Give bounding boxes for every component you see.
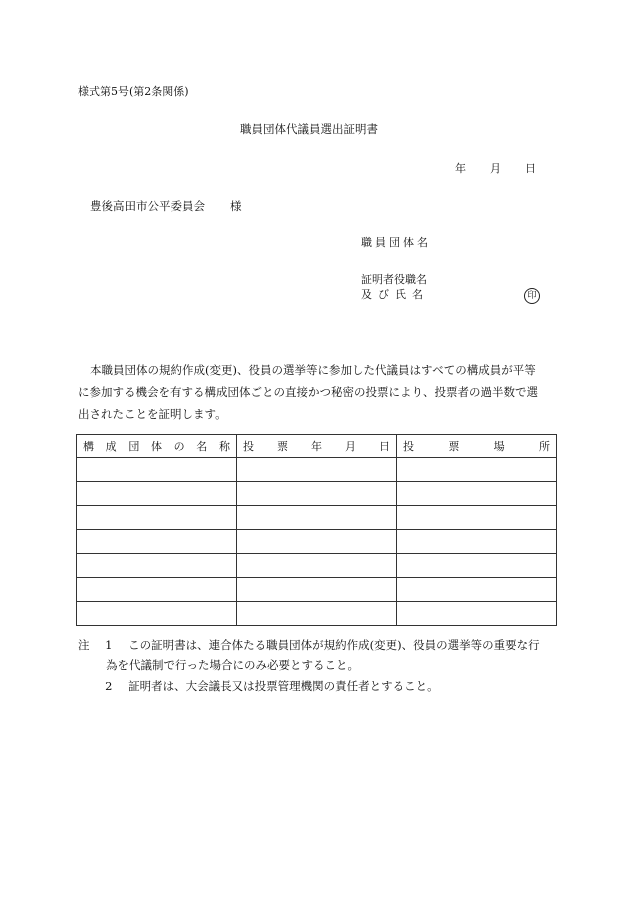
table-row [77, 602, 557, 626]
note-text: この証明書は、連合体たる職員団体が規約作成(変更)、役員の選挙等の重要な行 [128, 638, 540, 652]
voting-table [76, 434, 557, 626]
header-vote-date: 投 票 年 月 日 [237, 435, 397, 458]
table-row [77, 530, 557, 554]
form-number: 様式第5号(第2条関係) [78, 85, 189, 98]
date-day-label: 日 [525, 162, 536, 175]
vote-place-cell[interactable] [397, 554, 557, 578]
table-row [77, 506, 557, 530]
vote-date-cell[interactable] [237, 578, 397, 602]
note-1-continued: 為を代議制で行った場合にのみ必要とすること。 [106, 658, 359, 672]
vote-place-cell[interactable] [397, 602, 557, 626]
vote-place-cell[interactable] [397, 482, 557, 506]
certification-body [78, 359, 556, 425]
date-line [455, 163, 536, 174]
org-name-cell[interactable] [77, 530, 237, 554]
org-name-cell[interactable] [77, 554, 237, 578]
addressee-honorific: 様 [230, 199, 242, 213]
vote-date-cell[interactable] [237, 530, 397, 554]
org-name-cell[interactable] [77, 482, 237, 506]
org-name-cell[interactable] [77, 506, 237, 530]
body-line: に参加する機会を有する構成団体ごとの直接かつ秘密の投票により、投票者の過半数で選 [78, 385, 538, 399]
vote-place-cell[interactable] [397, 530, 557, 554]
table-row [77, 482, 557, 506]
certifier-title-label: 証明者役職名 [361, 273, 427, 286]
org-name-cell[interactable] [77, 458, 237, 482]
document-title: 職員団体代議員選出証明書 [240, 122, 378, 136]
addressee-name: 豊後高田市公平委員会 [90, 199, 205, 213]
vote-place-cell[interactable] [397, 458, 557, 482]
vote-date-cell[interactable] [237, 482, 397, 506]
body-line: 出されたことを証明します。 [78, 407, 227, 421]
note-text: 証明者は、大会議長又は投票管理機関の責任者とすること。 [128, 679, 439, 693]
org-name-cell[interactable] [77, 578, 237, 602]
vote-date-cell[interactable] [237, 458, 397, 482]
vote-date-cell[interactable] [237, 554, 397, 578]
org-name-label: 職員団体名 [361, 236, 431, 249]
note-1 [78, 640, 540, 652]
vote-date-cell[interactable] [237, 602, 397, 626]
certifier-name-label: 及び氏名 [361, 288, 429, 301]
vote-place-cell[interactable] [397, 578, 557, 602]
table-header-row [77, 435, 557, 458]
table-row [77, 458, 557, 482]
date-month-label: 月 [490, 162, 501, 175]
header-vote-place: 投 票 場 所 [397, 435, 557, 458]
note-number: 1 [105, 638, 113, 652]
header-org-name: 構 成 団 体 の 名 称 [77, 435, 237, 458]
table-row [77, 578, 557, 602]
vote-date-cell[interactable] [237, 506, 397, 530]
note-2 [78, 681, 439, 693]
seal-mark [524, 288, 540, 304]
body-line: 本職員団体の規約作成(変更)、役員の選挙等に参加した代議員はすべての構成員が平等 [90, 363, 536, 377]
note-prefix: 注 [78, 638, 90, 652]
vote-place-cell[interactable] [397, 506, 557, 530]
table-row [77, 554, 557, 578]
seal-icon: 印 [524, 288, 540, 304]
date-year-label: 年 [455, 162, 466, 175]
note-number: 2 [105, 679, 113, 693]
org-name-cell[interactable] [77, 602, 237, 626]
